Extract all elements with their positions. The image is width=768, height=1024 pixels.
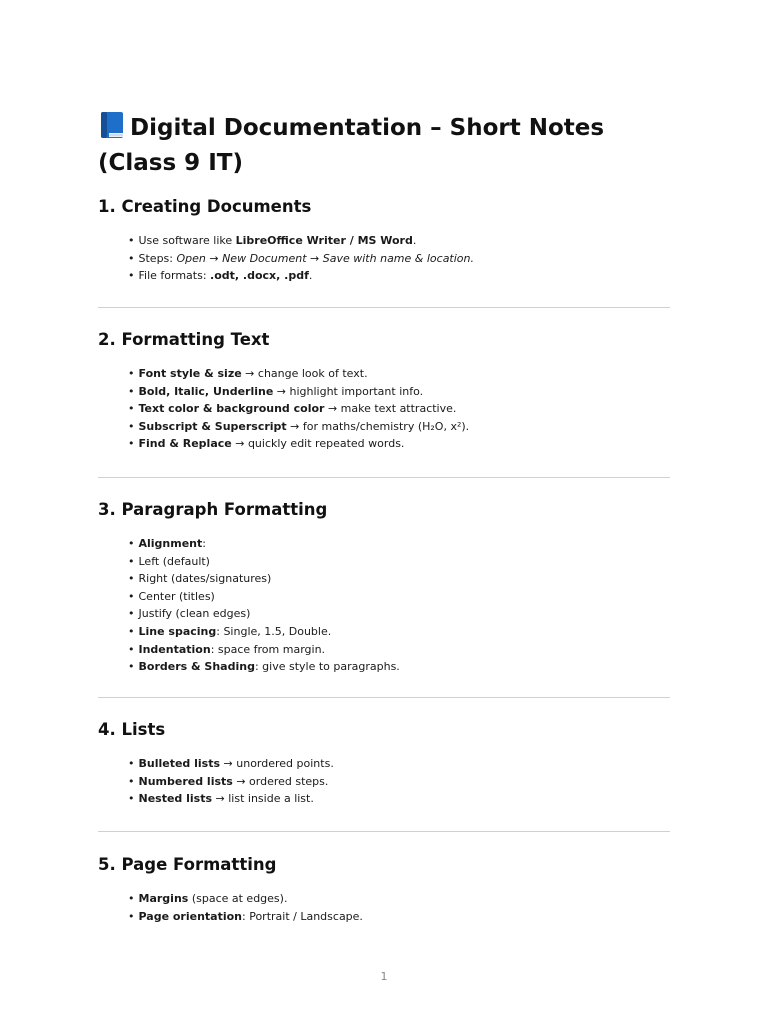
section-heading: 3. Paragraph Formatting: [98, 500, 328, 519]
document-title: [98, 110, 670, 181]
list-item: • Bulleted lists → unordered points.: [128, 755, 670, 773]
bullet-list: [98, 365, 670, 453]
list-item: • Margins (space at edges).: [128, 890, 670, 908]
list-item: • Left (default): [128, 553, 670, 571]
divider: [98, 831, 670, 832]
divider: [98, 477, 670, 478]
list-item: • Page orientation: Portrait / Landscape.: [128, 908, 670, 926]
list-item: • Font style & size → change look of text.: [128, 365, 670, 383]
list-item: • Steps: Open → New Document → Save with name & location.: [128, 250, 670, 268]
page-number: 1: [380, 970, 388, 983]
section-heading: 2. Formatting Text: [98, 330, 270, 349]
list-item: • Find & Replace → quickly edit repeated words.: [128, 435, 670, 453]
section-formatting-text: [98, 329, 670, 453]
section-creating-documents: [98, 196, 670, 285]
list-item: • Text color & background color → make text attractive.: [128, 400, 670, 418]
list-item: • Justify (clean edges): [128, 605, 670, 623]
list-item: • Center (titles): [128, 588, 670, 606]
list-item: • Borders & Shading: give style to paragraphs.: [128, 658, 670, 676]
bullet-list: [98, 755, 670, 808]
document-title-text: Digital Documentation – Short Notes (Class 9 IT): [98, 115, 605, 176]
bullet-list: [98, 232, 670, 285]
list-item: • Right (dates/signatures): [128, 570, 670, 588]
section-page-formatting: [98, 854, 670, 925]
list-item: • Bold, Italic, Underline → highlight important info.: [128, 383, 670, 401]
list-item: • Line spacing: Single, 1.5, Double.: [128, 623, 670, 641]
list-item: • Nested lists → list inside a list.: [128, 790, 670, 808]
blue-book-icon: [98, 110, 126, 140]
list-item: • Use software like LibreOffice Writer / MS Word.: [128, 232, 670, 250]
section-heading: 1. Creating Documents: [98, 197, 312, 216]
section-lists: [98, 719, 670, 808]
divider: [98, 307, 670, 308]
section-heading: 5. Page Formatting: [98, 855, 277, 874]
list-item: • Indentation: space from margin.: [128, 641, 670, 659]
bullet-list: [98, 890, 670, 925]
list-item: • Numbered lists → ordered steps.: [128, 773, 670, 791]
list-item: • Subscript & Superscript → for maths/chemistry (H₂O, x²).: [128, 418, 670, 436]
divider: [98, 697, 670, 698]
list-item: • File formats: .odt, .docx, .pdf.: [128, 267, 670, 285]
bullet-list: [98, 535, 670, 676]
section-heading: 4. Lists: [98, 720, 166, 739]
section-paragraph-formatting: [98, 499, 670, 676]
list-item: • Alignment:: [128, 535, 670, 553]
